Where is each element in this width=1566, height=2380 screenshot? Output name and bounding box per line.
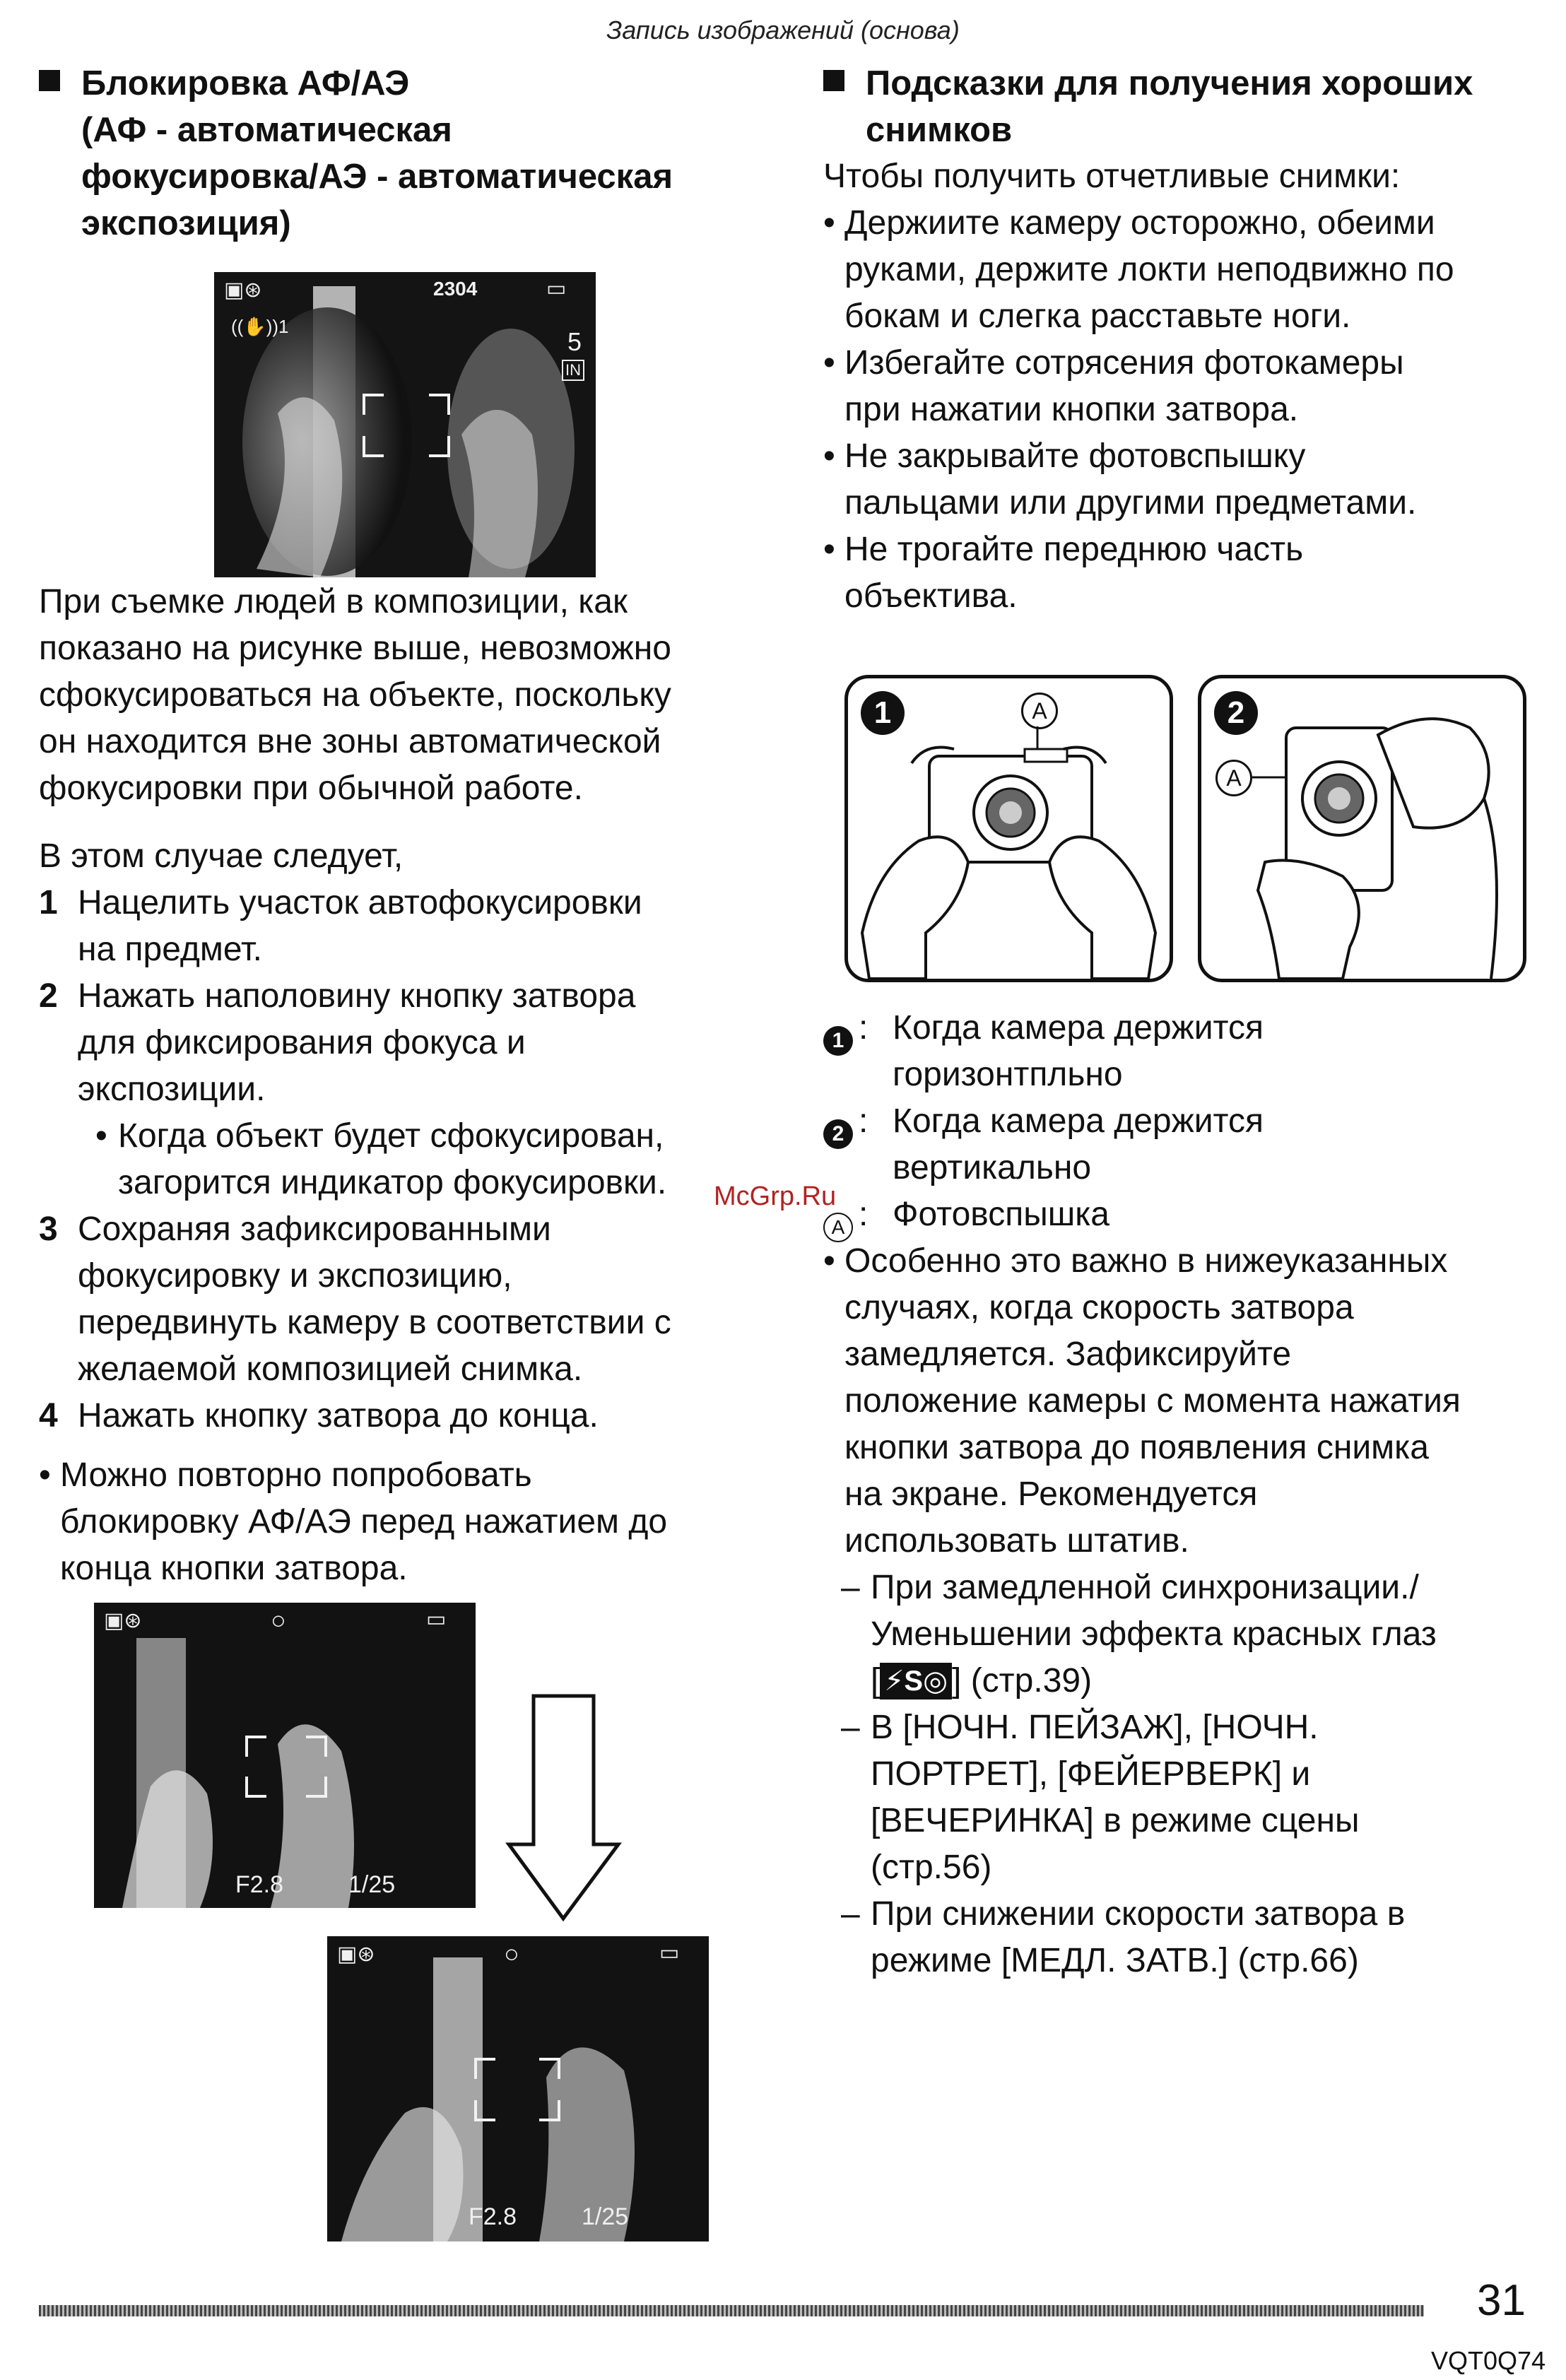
focus-indicator-icon: ○ — [271, 1606, 286, 1634]
focus-indicator-icon: ○ — [504, 1939, 519, 1968]
stabilizer-indicator: ((✋))1 — [231, 316, 289, 337]
case-scene-modes: – В [НОЧН. ПЕЙЗАЖ], [НОЧН. ПОРТРЕТ], [ФЕЙЕРВЕРК] и [ВЕЧЕРИНКА] в режиме сцены (стр.56) — [823, 1704, 1544, 1891]
step-3: 3 Сохраняя зафиксированными фокусировку и экспозицию, передвинуть камеру в соответствии с желаемой композицией снимка. — [39, 1210, 671, 1388]
af-bracket-tr — [539, 2058, 560, 2079]
tips-heading: Подсказки для получения хороших снимков — [823, 60, 1544, 153]
step-2: 2 Нажать наполовину кнопку затвора для фиксирования фокуса и экспозиции. — [39, 977, 636, 1108]
page-header: Запись изображений (основа) — [606, 16, 960, 45]
camera-hands-vertical-illustration — [1201, 678, 1523, 979]
heading-square-icon — [39, 70, 60, 91]
shutter-value: 1/25 — [348, 1871, 396, 1898]
tip-lens-touch: • Не трогайте переднюю часть объектива. — [823, 526, 1544, 620]
site-watermark: McGrp.Ru — [714, 1182, 837, 1211]
aperture-value: F2.8 — [235, 1871, 284, 1898]
af-bracket-tl — [363, 394, 384, 415]
af-bracket-bl — [363, 436, 384, 457]
mode-icon: ▣⊛ — [104, 1609, 142, 1632]
letter-a-icon: A — [1215, 760, 1252, 796]
internal-memory-icon: IN — [562, 360, 584, 381]
af-bracket-bl — [245, 1777, 266, 1798]
number-1-icon: 1 — [861, 691, 905, 735]
af-bracket-br — [306, 1777, 327, 1798]
mode-icon: ▣⊛ — [337, 1943, 375, 1966]
retry-note: • Можно повторно попробовать блокировку АФ/АЭ перед нажатием до конца кнопки затвора. — [39, 1452, 770, 1592]
letter-a-icon: A — [823, 1213, 853, 1242]
steps-intro: В этом случае следует, — [39, 837, 404, 875]
photo2-scene — [94, 1603, 476, 1908]
case-slow-shutter-mode: – При снижении скорости затвора в режиме [МЕДЛ. ЗАТВ.] (стр.66) — [823, 1891, 1544, 1984]
legend-vertical: 2 : Когда камера держится вертикально — [823, 1098, 1544, 1191]
number-1-icon: 1 — [823, 1026, 853, 1056]
battery-icon: ▭ — [426, 1608, 447, 1631]
af-bracket-tl — [474, 2058, 495, 2079]
step-4: 4 Нажать кнопку затвора до конца. — [39, 1397, 599, 1435]
number-2-icon: 2 — [1214, 691, 1258, 735]
shutter-value: 1/25 — [582, 2203, 629, 2230]
figure-horizontal-hold — [844, 675, 1173, 982]
slow-sync-redeye-flash-icon: ⚡S◎ — [880, 1663, 952, 1699]
heading-square-icon — [823, 70, 844, 91]
aperture-value: F2.8 — [469, 2203, 517, 2230]
figure-vertical-hold — [1198, 675, 1526, 982]
af-bracket-tr — [429, 394, 450, 415]
af-bracket-br — [429, 436, 450, 457]
number-2-icon: 2 — [823, 1119, 853, 1149]
case-slow-sync: – При замедленной синхронизации./ Уменьшении эффекта красных глаз [ ⚡S◎ ] (стр.39) — [823, 1565, 1544, 1704]
af-bracket-tl — [245, 1736, 266, 1757]
letter-a-icon: A — [1021, 693, 1058, 729]
legend-horizontal: 1 : Когда камера держится горизонтпльно — [823, 1005, 1544, 1098]
legend-flash: A : Фотовспышка — [823, 1191, 1544, 1238]
tip-flash-cover: • Не закрывайте фотовспышку пальцами или другими предметами. — [823, 433, 1544, 526]
camera-hands-horizontal-illustration — [848, 678, 1170, 979]
af-explanation-paragraph: При съемке людей в композиции, как показано на рисунке выше, невозможно сфокусироваться на объекте, поскольку он находится вне зоны автоматической фокусировки при обычной работе. — [39, 583, 671, 807]
af-bracket-bl — [474, 2100, 495, 2121]
footer-rule — [39, 2305, 1424, 2316]
page-number: 31 — [1477, 2276, 1526, 2325]
photo3-scene — [327, 1936, 709, 2241]
down-arrow-icon — [505, 1692, 625, 1926]
step-2-note: • Когда объект будет сфокусирован, загорится индикатор фокусировки. — [78, 1113, 770, 1206]
right-column — [823, 60, 1544, 1984]
mode-icon: ▣⊛ — [224, 278, 262, 302]
tips-intro: Чтобы получить отчетливые снимки: — [823, 158, 1401, 195]
document-code: VQT0Q74 — [1431, 2346, 1546, 2375]
af-bracket-tr — [306, 1736, 327, 1757]
slow-shutter-note: • Особенно это важно в нижеуказанных случаях, когда скорость затвора замедляется. Зафиксируйте положение камеры с момента нажатия кнопки затвора до появления снимка на экране. Рекомендуется использовать штатив. — [823, 1238, 1544, 1565]
battery-icon: ▭ — [659, 1941, 680, 1964]
remaining-shots: 5 — [567, 327, 582, 356]
battery-icon: ▭ — [546, 277, 567, 300]
tip-hold-camera: • Держиите камеру осторожно, обеими руками, держите локти неподвижно по бокам и слегка расставьте ноги. — [823, 200, 1544, 340]
lcd-photo-af-miss — [214, 272, 596, 577]
picture-count: 2304 — [433, 278, 478, 300]
tip-avoid-shake: • Избегайте сотрясения фотокамеры при нажатии кнопки затвора. — [823, 340, 1544, 433]
af-ae-lock-heading: Блокировка АФ/АЭ (АФ - автоматическая фокусировка/АЭ - автоматическая экспозиция) — [39, 60, 770, 247]
lcd-photo-half-press — [94, 1603, 476, 1908]
lcd-photo-recomposed — [327, 1936, 709, 2241]
af-bracket-br — [539, 2100, 560, 2121]
step-1: 1 Нацелить участок автофокусировки на предмет. — [39, 884, 642, 968]
